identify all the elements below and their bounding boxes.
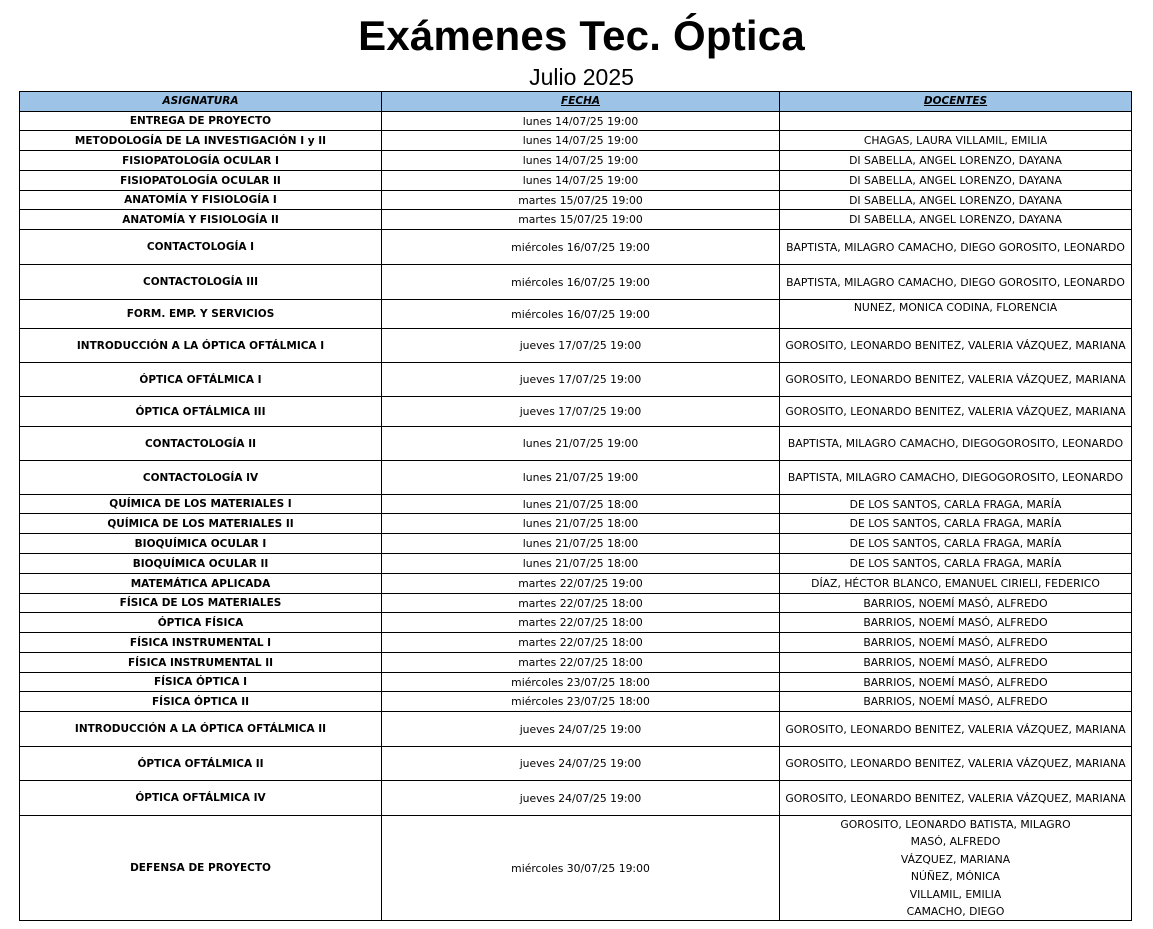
teachers-cell: NUNEZ, MONICA CODINA, FLORENCIA <box>780 300 1132 329</box>
teacher-line: VÁZQUEZ, MARIANA <box>900 852 1011 866</box>
subject-cell: FÍSICA INSTRUMENTAL II <box>20 653 382 673</box>
date-cell: lunes 21/07/25 18:00 <box>382 534 780 554</box>
table-row <box>20 397 1132 427</box>
date-cell: martes 15/07/25 19:00 <box>382 191 780 210</box>
date-cell: jueves 24/07/25 19:00 <box>382 747 780 781</box>
subject-cell: FÍSICA DE LOS MATERIALES <box>20 594 382 613</box>
page-subtitle: Julio 2025 <box>529 64 634 90</box>
table-row <box>20 171 1132 191</box>
teachers-cell: BARRIOS, NOEMÍ MASÓ, ALFREDO <box>780 633 1132 653</box>
subject-cell: ANATOMÍA Y FISIOLOGÍA I <box>20 191 382 210</box>
table-row <box>20 594 1132 613</box>
subject-cell: ÓPTICA OFTÁLMICA IV <box>20 781 382 816</box>
date-cell: miércoles 16/07/25 19:00 <box>382 265 780 300</box>
subject-cell: ENTREGA DE PROYECTO <box>20 112 382 131</box>
table-row <box>20 131 1132 151</box>
table-header-row <box>20 92 1132 112</box>
subject-cell: QUÍMICA DE LOS MATERIALES I <box>20 495 382 514</box>
teachers-cell: DI SABELLA, ANGEL LORENZO, DAYANA <box>780 171 1132 191</box>
subject-cell: CONTACTOLOGÍA III <box>20 265 382 300</box>
subject-cell: CONTACTOLOGÍA II <box>20 427 382 461</box>
teachers-cell <box>780 816 1132 921</box>
subject-cell: ÓPTICA FÍSICA <box>20 613 382 633</box>
subject-cell: FÍSICA ÓPTICA II <box>20 692 382 712</box>
teachers-cell: BAPTISTA, MILAGRO CAMACHO, DIEGO GOROSITO, LEONARDO <box>780 230 1132 265</box>
date-cell: lunes 14/07/25 19:00 <box>382 171 780 191</box>
date-cell: miércoles 23/07/25 18:00 <box>382 692 780 712</box>
teacher-line: VILLAMIL, EMILIA <box>909 887 1002 901</box>
subject-cell: ÓPTICA OFTÁLMICA I <box>20 363 382 397</box>
table-row <box>20 495 1132 514</box>
date-cell: lunes 21/07/25 18:00 <box>382 554 780 574</box>
date-cell: miércoles 16/07/25 19:00 <box>382 300 780 329</box>
subject-cell: ÓPTICA OFTÁLMICA II <box>20 747 382 781</box>
table-row <box>20 781 1132 816</box>
subject-cell: FISIOPATOLOGÍA OCULAR II <box>20 171 382 191</box>
date-cell: martes 22/07/25 18:00 <box>382 594 780 613</box>
teachers-cell: DE LOS SANTOS, CARLA FRAGA, MARÍA <box>780 514 1132 534</box>
subject-cell: CONTACTOLOGÍA IV <box>20 461 382 495</box>
table-row <box>20 673 1132 692</box>
subject-cell: BIOQUÍMICA OCULAR I <box>20 534 382 554</box>
date-cell: lunes 14/07/25 19:00 <box>382 131 780 151</box>
teachers-cell: GOROSITO, LEONARDO BENITEZ, VALERIA VÁZQUEZ, MARIANA <box>780 397 1132 427</box>
date-cell: martes 22/07/25 18:00 <box>382 633 780 653</box>
date-cell: lunes 14/07/25 19:00 <box>382 112 780 131</box>
table-row <box>20 816 1132 921</box>
date-cell: lunes 21/07/25 18:00 <box>382 495 780 514</box>
teachers-cell: DE LOS SANTOS, CARLA FRAGA, MARÍA <box>780 495 1132 514</box>
teachers-cell: BAPTISTA, MILAGRO CAMACHO, DIEGOGOROSITO, LEONARDO <box>780 427 1132 461</box>
teachers-cell <box>780 112 1132 131</box>
date-cell: miércoles 30/07/25 19:00 <box>382 816 780 921</box>
date-cell: martes 15/07/25 19:00 <box>382 210 780 230</box>
subject-cell: FORM. EMP. Y SERVICIOS <box>20 300 382 329</box>
table-row <box>20 112 1132 131</box>
teachers-cell: GOROSITO, LEONARDO BENITEZ, VALERIA VÁZQUEZ, MARIANA <box>780 747 1132 781</box>
subject-cell: FISIOPATOLOGÍA OCULAR I <box>20 151 382 171</box>
teachers-cell: GOROSITO, LEONARDO BENITEZ, VALERIA VÁZQUEZ, MARIANA <box>780 712 1132 747</box>
teachers-cell: DI SABELLA, ANGEL LORENZO, DAYANA <box>780 151 1132 171</box>
table-row <box>20 363 1132 397</box>
date-cell: miércoles 16/07/25 19:00 <box>382 230 780 265</box>
table-row <box>20 574 1132 594</box>
teacher-line: MASÓ, ALFREDO <box>910 835 1001 849</box>
subject-cell: QUÍMICA DE LOS MATERIALES II <box>20 514 382 534</box>
column-header-teachers: DOCENTES <box>780 92 1132 112</box>
table-row <box>20 461 1132 495</box>
date-cell: miércoles 23/07/25 18:00 <box>382 673 780 692</box>
teachers-cell: CHAGAS, LAURA VILLAMIL, EMILIA <box>780 131 1132 151</box>
date-cell: jueves 24/07/25 19:00 <box>382 712 780 747</box>
teachers-cell: BARRIOS, NOEMÍ MASÓ, ALFREDO <box>780 653 1132 673</box>
table-row <box>20 191 1132 210</box>
teachers-cell: GOROSITO, LEONARDO BENITEZ, VALERIA VÁZQUEZ, MARIANA <box>780 363 1132 397</box>
teacher-line: CAMACHO, DIEGO <box>906 905 1005 919</box>
date-cell: jueves 17/07/25 19:00 <box>382 363 780 397</box>
date-cell: martes 22/07/25 18:00 <box>382 613 780 633</box>
teachers-cell: GOROSITO, LEONARDO BENITEZ, VALERIA VÁZQUEZ, MARIANA <box>780 781 1132 816</box>
date-cell: martes 22/07/25 18:00 <box>382 653 780 673</box>
date-cell: jueves 17/07/25 19:00 <box>382 329 780 363</box>
teachers-cell: BARRIOS, NOEMÍ MASÓ, ALFREDO <box>780 594 1132 613</box>
date-cell: lunes 14/07/25 19:00 <box>382 151 780 171</box>
table-row <box>20 712 1132 747</box>
subject-cell: FÍSICA INSTRUMENTAL I <box>20 633 382 653</box>
subject-cell: BIOQUÍMICA OCULAR II <box>20 554 382 574</box>
exam-schedule-table <box>19 91 1132 921</box>
table-row <box>20 151 1132 171</box>
teacher-line: NÚÑEZ, MÓNICA <box>910 870 1001 884</box>
subject-cell: DEFENSA DE PROYECTO <box>20 816 382 921</box>
teachers-cell: BAPTISTA, MILAGRO CAMACHO, DIEGO GOROSITO, LEONARDO <box>780 265 1132 300</box>
date-cell: jueves 24/07/25 19:00 <box>382 781 780 816</box>
date-cell: lunes 21/07/25 18:00 <box>382 514 780 534</box>
teachers-cell: DE LOS SANTOS, CARLA FRAGA, MARÍA <box>780 534 1132 554</box>
table-row <box>20 692 1132 712</box>
table-row <box>20 210 1132 230</box>
column-header-subject: ASIGNATURA <box>20 92 382 112</box>
teachers-cell: DÍAZ, HÉCTOR BLANCO, EMANUEL CIRIELI, FEDERICO <box>780 574 1132 594</box>
subject-cell: ANATOMÍA Y FISIOLOGÍA II <box>20 210 382 230</box>
date-cell: martes 22/07/25 19:00 <box>382 574 780 594</box>
teachers-cell: DI SABELLA, ANGEL LORENZO, DAYANA <box>780 191 1132 210</box>
teachers-cell: BARRIOS, NOEMÍ MASÓ, ALFREDO <box>780 613 1132 633</box>
table-row <box>20 329 1132 363</box>
teachers-cell: GOROSITO, LEONARDO BENITEZ, VALERIA VÁZQUEZ, MARIANA <box>780 329 1132 363</box>
table-row <box>20 554 1132 574</box>
date-cell: lunes 21/07/25 19:00 <box>382 427 780 461</box>
column-header-date: FECHA <box>382 92 780 112</box>
subject-cell: METODOLOGÍA DE LA INVESTIGACIÓN I y II <box>20 131 382 151</box>
date-cell: lunes 21/07/25 19:00 <box>382 461 780 495</box>
table-row <box>20 747 1132 781</box>
teachers-cell: BAPTISTA, MILAGRO CAMACHO, DIEGOGOROSITO, LEONARDO <box>780 461 1132 495</box>
subject-cell: INTRODUCCIÓN A LA ÓPTICA OFTÁLMICA II <box>20 712 382 747</box>
table-row <box>20 427 1132 461</box>
table-row <box>20 265 1132 300</box>
table-row <box>20 633 1132 653</box>
table-row <box>20 300 1132 329</box>
teachers-cell: BARRIOS, NOEMÍ MASÓ, ALFREDO <box>780 692 1132 712</box>
page-title: Exámenes Tec. Óptica <box>358 12 805 59</box>
table-row <box>20 514 1132 534</box>
table-row <box>20 230 1132 265</box>
teachers-cell: BARRIOS, NOEMÍ MASÓ, ALFREDO <box>780 673 1132 692</box>
subject-cell: FÍSICA ÓPTICA I <box>20 673 382 692</box>
subject-cell: CONTACTOLOGÍA I <box>20 230 382 265</box>
teachers-cell: DI SABELLA, ANGEL LORENZO, DAYANA <box>780 210 1132 230</box>
subject-cell: MATEMÁTICA APLICADA <box>20 574 382 594</box>
table-row <box>20 534 1132 554</box>
subject-cell: ÓPTICA OFTÁLMICA III <box>20 397 382 427</box>
table-row <box>20 613 1132 633</box>
teachers-cell: DE LOS SANTOS, CARLA FRAGA, MARÍA <box>780 554 1132 574</box>
teacher-line: GOROSITO, LEONARDO BATISTA, MILAGRO <box>840 818 1071 831</box>
subject-cell: INTRODUCCIÓN A LA ÓPTICA OFTÁLMICA I <box>20 329 382 363</box>
table-row <box>20 653 1132 673</box>
date-cell: jueves 17/07/25 19:00 <box>382 397 780 427</box>
